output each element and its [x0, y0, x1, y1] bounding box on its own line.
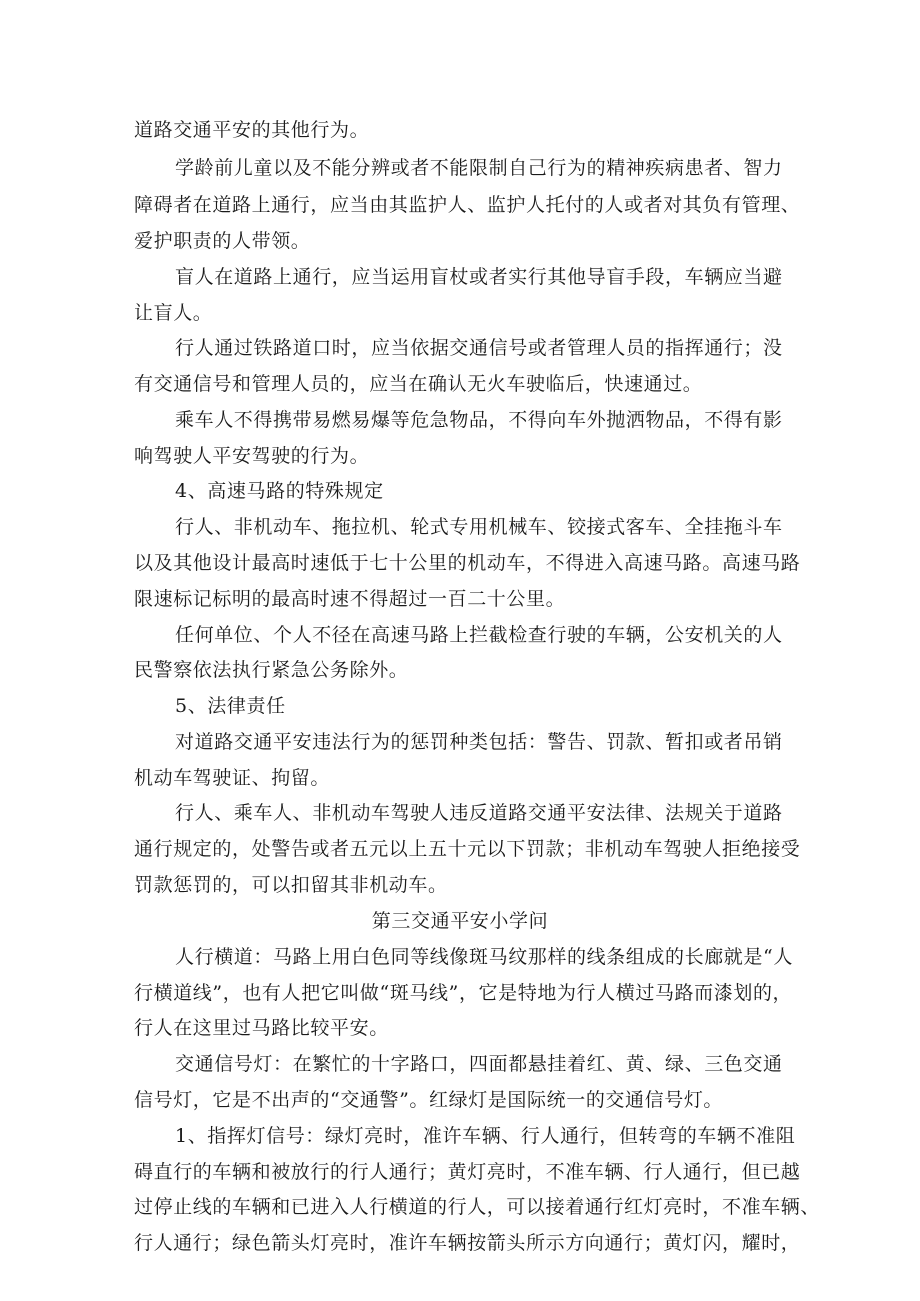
text-line: 通行规定的，处警告或者五元以上五十元以下罚款；非机动车驾驶人拒绝接受 [134, 838, 801, 860]
section-title: 第三交通平安小学问 [371, 910, 549, 932]
text-line: 让盲人。 [134, 302, 213, 324]
text-line: 有交通信号和管理人员的，应当在确认无火车驶临后，快速通过。 [134, 373, 703, 395]
text-line: 爱护职责的人带领。 [134, 230, 311, 252]
text-line: 信号灯，它是不出声的“交通警”。红绿灯是国际统一的交通信号灯。 [134, 1089, 724, 1111]
text-line: 民警察依法执行紧急公务除外。 [134, 659, 409, 681]
text-line: 行人、非机动车、拖拉机、轮式专用机械车、铰接式客车、全挂拖斗车 [175, 516, 783, 538]
text-line: 任何单位、个人不径在高速马路上拦截检查行驶的车辆，公安机关的人 [175, 624, 783, 646]
text-line: 盲人在道路上通行，应当运用盲杖或者实行其他导盲手段，车辆应当避 [175, 266, 783, 288]
text-line: 罚款惩罚的，可以扣留其非机动车。 [134, 874, 448, 896]
text-line: 行人在这里过马路比较平安。 [134, 1017, 389, 1039]
section-heading: 4、高速马路的特殊规定 [175, 480, 384, 502]
text-line: 人行横道：马路上用白色同等线像斑马纹那样的线条组成的长廊就是“人 [175, 946, 793, 968]
text-line: 乘车人不得携带易燃易爆等危急物品，不得向车外抛洒物品，不得有影 [175, 409, 783, 431]
text-line: 道路交通平安的其他行为。 [134, 119, 370, 141]
text-line: 碍直行的车辆和被放行的行人通行；黄灯亮时，不准车辆、行人通行，但已越 [134, 1161, 801, 1183]
text-line: 机动车驾驶证、拘留。 [134, 767, 331, 789]
text-line: 过停止线的车辆和已进入人行横道的行人，可以接着通行红灯亮时，不准车辆、 [134, 1196, 821, 1218]
text-line: 以及其他设计最高时速低于七十公里的机动车，不得进入高速马路。高速马路 [134, 552, 801, 574]
text-line: 行人通行；绿色箭头灯亮时，准许车辆按箭头所示方向通行；黄灯闪，耀时， [134, 1232, 801, 1254]
section-heading: 5、法律责任 [175, 695, 286, 717]
text-line: 行横道线”，也有人把它叫做“斑马线”，它是特地为行人横过马路而漆划的， [134, 982, 793, 1004]
text-line: 交通信号灯：在繁忙的十字路口，四面都悬挂着红、黄、绿、三色交通 [175, 1053, 783, 1075]
text-line: 行人、乘车人、非机动车驾驶人违反道路交通平安法律、法规关于道路 [175, 802, 783, 824]
text-line: 障碍者在道路上通行，应当由其监护人、监护人托付的人或者对其负有管理、 [134, 194, 801, 216]
text-line: 行人通过铁路道口时，应当依据交通信号或者管理人员的指挥通行；没 [175, 337, 783, 359]
text-line: 1、指挥灯信号：绿灯亮时，准许车辆、行人通行，但转弯的车辆不准阻 [175, 1125, 796, 1147]
text-line: 限速标记标明的最高时速不得超过一百二十公里。 [134, 588, 566, 610]
text-line: 学龄前儿童以及不能分辨或者不能限制自己行为的精神疾病患者、智力 [175, 157, 783, 179]
text-line: 对道路交通平安违法行为的惩罚种类包括：警告、罚款、暂扣或者吊销 [175, 731, 783, 753]
text-line: 响驾驶人平安驾驶的行为。 [134, 445, 370, 467]
